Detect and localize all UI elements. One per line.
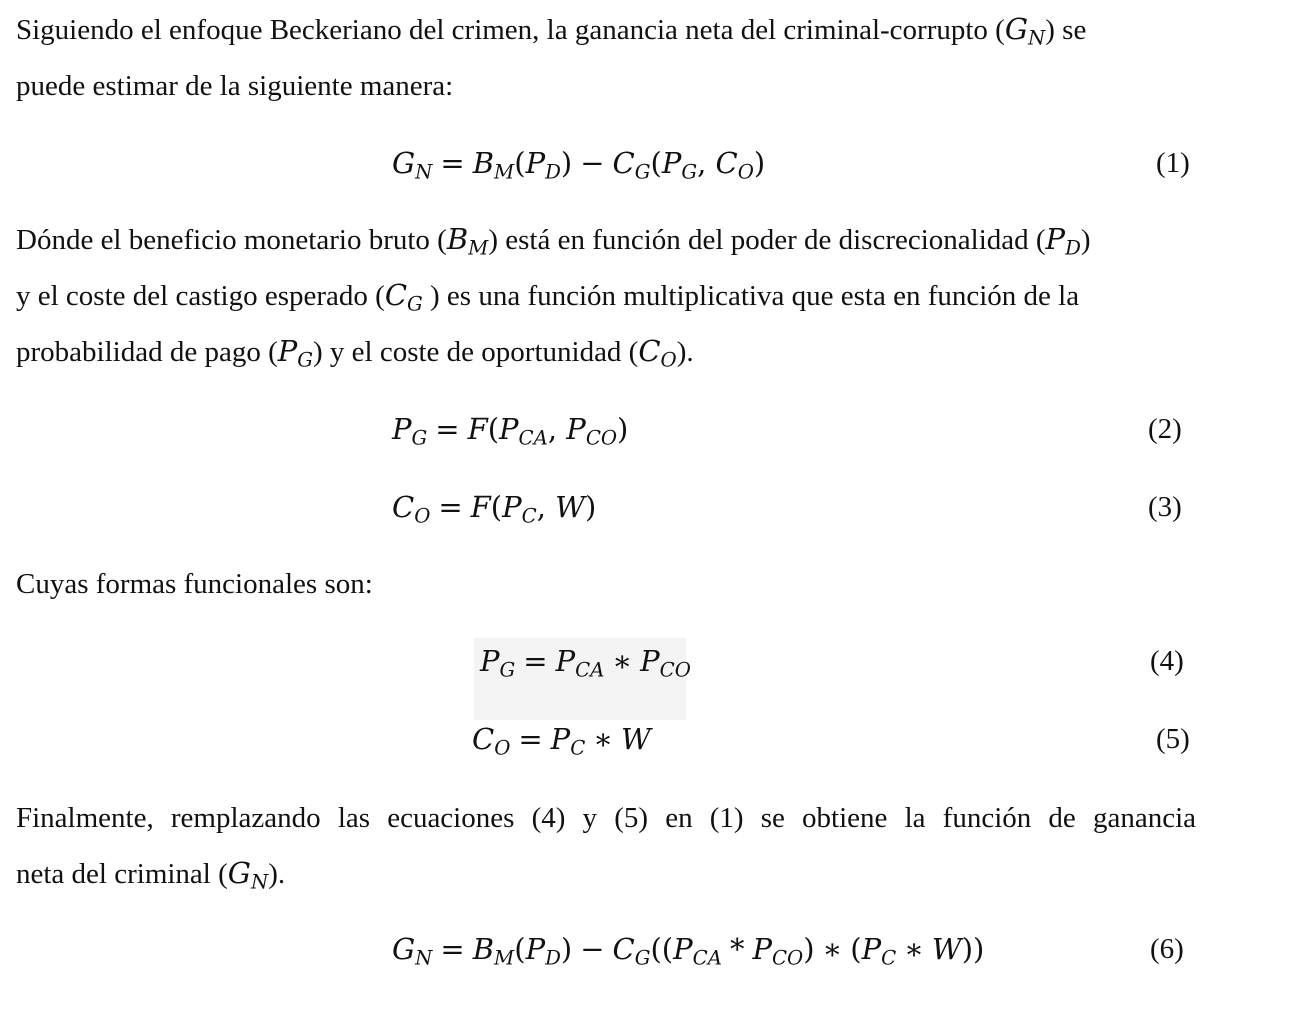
paragraph-4-line-1: Finalmente, remplazando las ecuaciones (4) y (5) en (1) se obtiene la función de ganancia (16, 802, 1196, 834)
inline-math-gn-2: $G_N$ (227, 856, 269, 894)
equation-number-6: (6) (1150, 933, 1184, 965)
paragraph-4-line-2: neta del criminal $(G_N)$. (16, 856, 286, 894)
equation-number-3: (3) (1148, 491, 1182, 523)
equation-3: $C_O = F(P_C$, W) (392, 490, 597, 528)
inline-math-gn: $G_N$ (1004, 12, 1046, 50)
text: ) se (1045, 14, 1087, 46)
equation-5: $C_O = P_C$ ∗ W (472, 722, 651, 760)
paragraph-2-line-1: Dónde el beneficio monetario bruto $(B_M)$ está en función del poder de discrecionalidad $(P_D)$ (16, 222, 1091, 260)
paragraph-2-line-3: probabilidad de pago $(P_G)$ y el coste de oportunidad $(C_O)$. (16, 334, 694, 372)
inline-math-pg: $P_G$ (277, 334, 313, 372)
equation-4: $P_G = P_{CA}$ ∗ $P_{CO}$ (480, 644, 691, 682)
inline-math-cg: $C_G$ (384, 278, 423, 316)
equation-number-4: (4) (1150, 645, 1184, 677)
text: Siguiendo el enfoque Beckeriano del crimen, la ganancia neta del criminal-corrupto ( (16, 14, 1005, 46)
equation-2: $P_G = F(P_{CA}$, $P_{CO}$) (392, 412, 629, 450)
paragraph-3: Cuyas formas funcionales son: (16, 568, 373, 600)
paragraph-1-line-1 (16, 12, 1196, 50)
paragraph-1-line-2 (16, 69, 1196, 103)
inline-math-pd: $P_D$ (1045, 222, 1081, 260)
equation-number-5: (5) (1156, 723, 1190, 755)
inline-math-co: $C_O$ (638, 334, 677, 372)
equation-6: $G_N = B_M(P_D) - C_G((P_{CA} * P_{CO})$ ∗ ($P_C$ ∗ W)) (392, 932, 985, 970)
equation-number-2: (2) (1148, 413, 1182, 445)
paragraph-2-line-2: y el coste del castigo esperado ($C_G$ ) es una función multiplicativa que esta en función de la (16, 278, 1080, 316)
equation-1: $G_N = B_M(P_D) - C_G(P_G$, $C_O$) (392, 146, 766, 184)
inline-math-bm: $B_M$ (446, 222, 489, 260)
equation-number-1: (1) (1156, 147, 1190, 179)
text: puede estimar de la siguiente manera: (16, 70, 454, 102)
